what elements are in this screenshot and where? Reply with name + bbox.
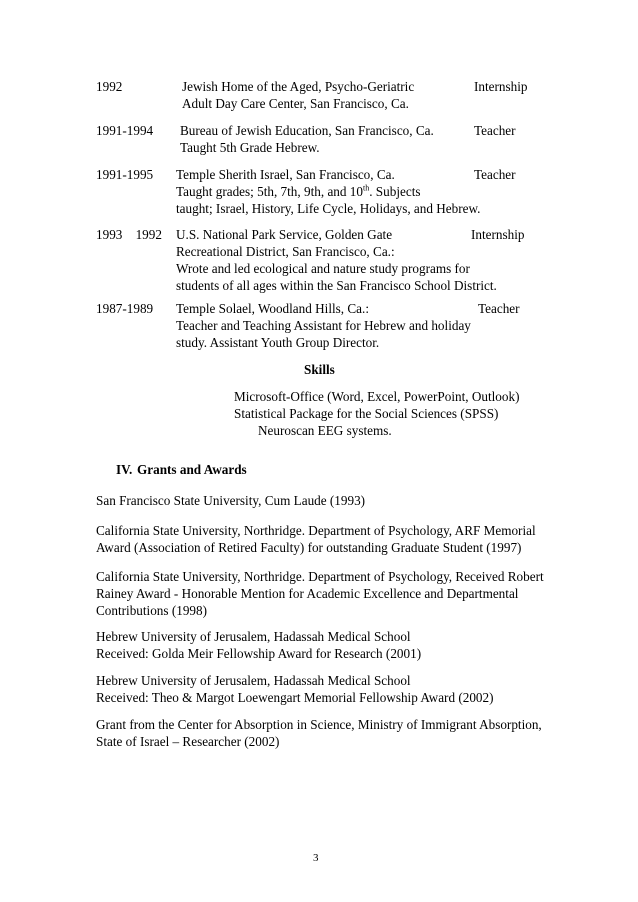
entry-role: Internship <box>474 79 528 94</box>
award-line: Hebrew University of Jerusalem, Hadassah Medical School <box>96 629 411 644</box>
entry-role: Teacher <box>478 301 520 316</box>
skills-heading: Skills <box>304 362 335 377</box>
section-number: IV. <box>116 462 133 477</box>
award-line: Contributions (1998) <box>96 603 207 618</box>
award-entry <box>96 716 546 750</box>
award-line: Received: Golda Meir Fellowship Award for Research (2001) <box>96 646 422 661</box>
skill-item: Neuroscan EEG systems. <box>258 423 392 438</box>
skill-item: Statistical Package for the Social Sciences (SPSS) <box>234 406 499 421</box>
skill-item: Microsoft-Office (Word, Excel, PowerPoint, Outlook) <box>234 389 520 404</box>
page-number: 3 <box>313 852 319 864</box>
award-line: California State University, Northridge. Department of Psychology, ARF Memorial <box>96 523 536 538</box>
award-line: California State University, Northridge. Department of Psychology, Received Robert <box>96 569 544 584</box>
entry-line: Temple Sherith Israel, San Francisco, Ca. <box>176 167 395 182</box>
entry-line: Jewish Home of the Aged, Psycho-Geriatric <box>182 79 415 94</box>
entry-years: 1987-1989 <box>96 301 154 316</box>
section-heading: Grants and Awards <box>137 462 247 477</box>
entry-line <box>176 183 421 200</box>
ordinal-suffix: th <box>362 183 370 193</box>
award-line: Received: Theo & Margot Loewengart Memorial Fellowship Award (2002) <box>96 690 494 705</box>
entry-line: Recreational District, San Francisco, Ca.: <box>176 244 395 259</box>
award-line: Rainey Award - Honorable Mention for Academic Excellence and Departmental <box>96 586 519 601</box>
award-line: Hebrew University of Jerusalem, Hadassah Medical School <box>96 673 411 688</box>
award-line: Award (Association of Retired Faculty) for outstanding Graduate Student (1997) <box>96 540 522 555</box>
entry-line-text: Taught grades; 5th, 7th, 9th, and 10 <box>176 184 363 199</box>
entry-line: Temple Solael, Woodland Hills, Ca.: <box>176 301 369 316</box>
entry-years: 1993 1992 <box>96 227 162 242</box>
entry-line: U.S. National Park Service, Golden Gate <box>176 227 393 242</box>
award-line: Grant from the Center for Absorption in Science, Ministry of Immigrant Absorption, <box>96 717 542 732</box>
entry-role: Teacher <box>474 167 516 182</box>
entry-years: 1992 <box>96 79 123 94</box>
award-entry <box>96 522 546 556</box>
entry-role: Teacher <box>474 123 516 138</box>
entry-line: Taught 5th Grade Hebrew. <box>180 140 320 155</box>
entry-role: Internship <box>471 227 525 242</box>
entry-line: students of all ages within the San Francisco School District. <box>176 278 497 293</box>
award-line: San Francisco State University, Cum Laude (1993) <box>96 493 366 508</box>
entry-line: Wrote and led ecological and nature study programs for <box>176 261 470 276</box>
entry-line-text: . Subjects <box>369 184 421 199</box>
entry-line: taught; Israel, History, Life Cycle, Holidays, and Hebrew. <box>176 201 481 216</box>
entry-years: 1991-1995 <box>96 167 154 182</box>
award-entry <box>96 568 546 619</box>
award-line: State of Israel – Researcher (2002) <box>96 734 280 749</box>
award-entry <box>96 672 546 706</box>
award-entry <box>96 628 546 662</box>
entry-line: Bureau of Jewish Education, San Francisco, Ca. <box>180 123 434 138</box>
entry-line: study. Assistant Youth Group Director. <box>176 335 380 350</box>
award-entry <box>96 492 546 509</box>
entry-years: 1991-1994 <box>96 123 154 138</box>
entry-line: Adult Day Care Center, San Francisco, Ca. <box>182 96 409 111</box>
entry-line: Teacher and Teaching Assistant for Hebrew and holiday <box>176 318 471 333</box>
